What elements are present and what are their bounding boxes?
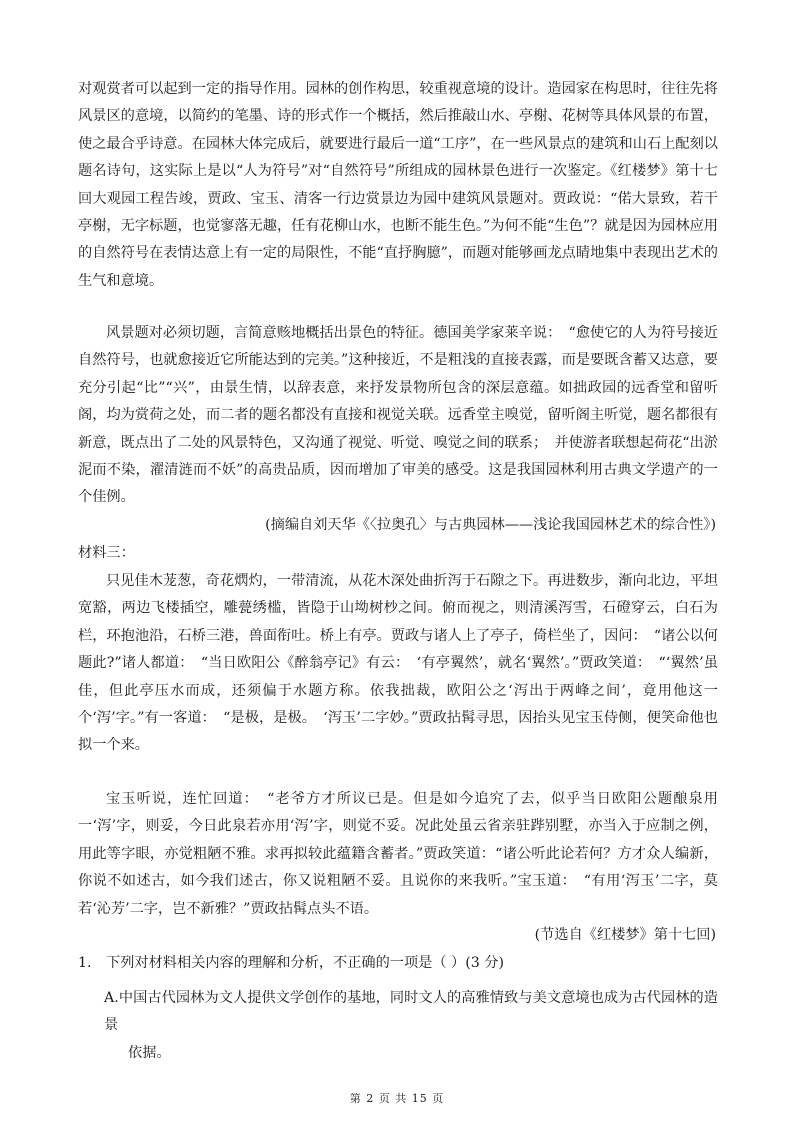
question-text: 下列对材料相关内容的理解和分析，不正确的一项是（ ）(3 分) [106, 955, 504, 971]
citation-material-three: (节选自《红楼梦》第十七回) [534, 927, 716, 943]
citation-material-two: (摘编自刘天华《〈拉奥孔〉与古典园林——浅论我国园林艺术的综合性》) [265, 517, 716, 533]
option-a [104, 985, 718, 1067]
question-number: 1. [78, 955, 92, 971]
material-three-label: 材料三： [78, 545, 135, 561]
paragraph-hongloumeng-excerpt: 只见佳木茏葱，奇花熌灼，一带清流，从花木深处曲折泻于石隙之下。再进数步，渐向北边，平坦宽豁，两边飞楼插空，雕甍绣槛，皆隐于山坳树杪之间。俯而视之，则清溪泻雪，石磴穿云，白石为栏，环抱池沿，石桥三港，兽面衔吐。桥上有亭。贾政与诸人上了亭子，倚栏坐了，因问： “诸公以何题此?”诸人都道： “当日欧阳公《醉翁亭记》有云： ‘有亭翼然’，就名‘翼然’。”贾政笑道： “‘翼然’虽佳，但此亭压水而成，还须偏于水题方称。依我拙裁，欧阳公之‘泻出于两峰之间’，竟用他这一个‘泻’字。”有一客道： “是极，是极。 ‘泻玉’二字妙。”贾政拈髯寻思，因抬头见宝玉侍侧，便笑命他也拟一个来。 [78, 573, 718, 754]
paragraph-baoyu-reply: 宝玉听说，连忙回道： “老爷方才所议已是。但是如今追究了去，似乎当日欧阳公题酿泉用一‘泻’字，则妥，今日此泉若亦用‘泻’字，则觉不妥。况此处虽云省亲驻跸别墅，亦当入于应制之例，用此等字眼，亦觉粗陋不雅。求再拟较此蕴籍含蓄者。”贾政笑道：“诸公听此论若何？方才众人编新，你说不如述古，如今我们述古，你又说粗陋不妥。且说你的来我听。”宝玉道： “有用‘泻玉’二字，莫若‘沁芳’二字，岂不新雅？”贾政拈髯点头不语。 [78, 791, 718, 917]
option-a-line1: A.中国古代园林为文人提供文学创作的基地，同时文人的高雅情致与美文意境也成为古代园林的造景 [104, 990, 718, 1034]
page-footer: 第 2 页 共 15 页 [349, 1092, 445, 1105]
question-one [78, 950, 718, 977]
option-a-line2: 依据。 [128, 1044, 171, 1061]
paragraph-garden-design: 对观赏者可以起到一定的指导作用。园林的创作构思，较重视意境的设计。造园家在构思时，往往先将风景区的意境，以简约的笔墨、诗的形式作一个概括，然后推敲山水、亭榭、花树等具体风景的布置，使之最合乎诗意。在园林大体完成后，就要进行最后一道“工序”，在一些风景点的建筑和山石上配刻以题名诗句，这实际上是以“人为符号”对“自然符号”所组成的园林景色进行一次鉴定。《红楼梦》第十七回大观园工程告竣，贾政、宝玉、清客一行边赏景边为园中建筑风景题对。贾政说：“偌大景致，若干亭榭，无字标题，也觉寥落无趣，任有花柳山水，也断不能生色。”为何不能“生色”？就是因为园林应用的自然符号在表情达意上有一定的局限性，不能“直抒胸臆”，而题对能够画龙点睛地集中表现出艺术的生气和意境。 [78, 81, 718, 289]
paragraph-scenery-inscription: 风景题对必须切题，言简意赅地概括出景色的特征。德国美学家莱辛说： “愈使它的人为符号接近自然符号，也就愈接近它所能达到的完美。”这种接近，不是粗浅的直接表露，而是要既含蓄又达意，要充分引起“比”“兴”，由景生情，以辞表意，来抒发景物所包含的深层意蕴。如拙政园的远香堂和留听阁，均为赏荷之处，而二者的题名都没有直接和视觉关联。远香堂主嗅觉，留听阁主听觉，题名都很有新意，既点出了二处的风景特色，又沟通了视觉、听觉、嗅觉之间的联系； 并使游者联想起荷花“出淤泥而不染，濯清涟而不妖”的高贵品质，因而增加了审美的感受。这是我国园林利用古典文学遗产的一个佳例。 [78, 325, 718, 506]
